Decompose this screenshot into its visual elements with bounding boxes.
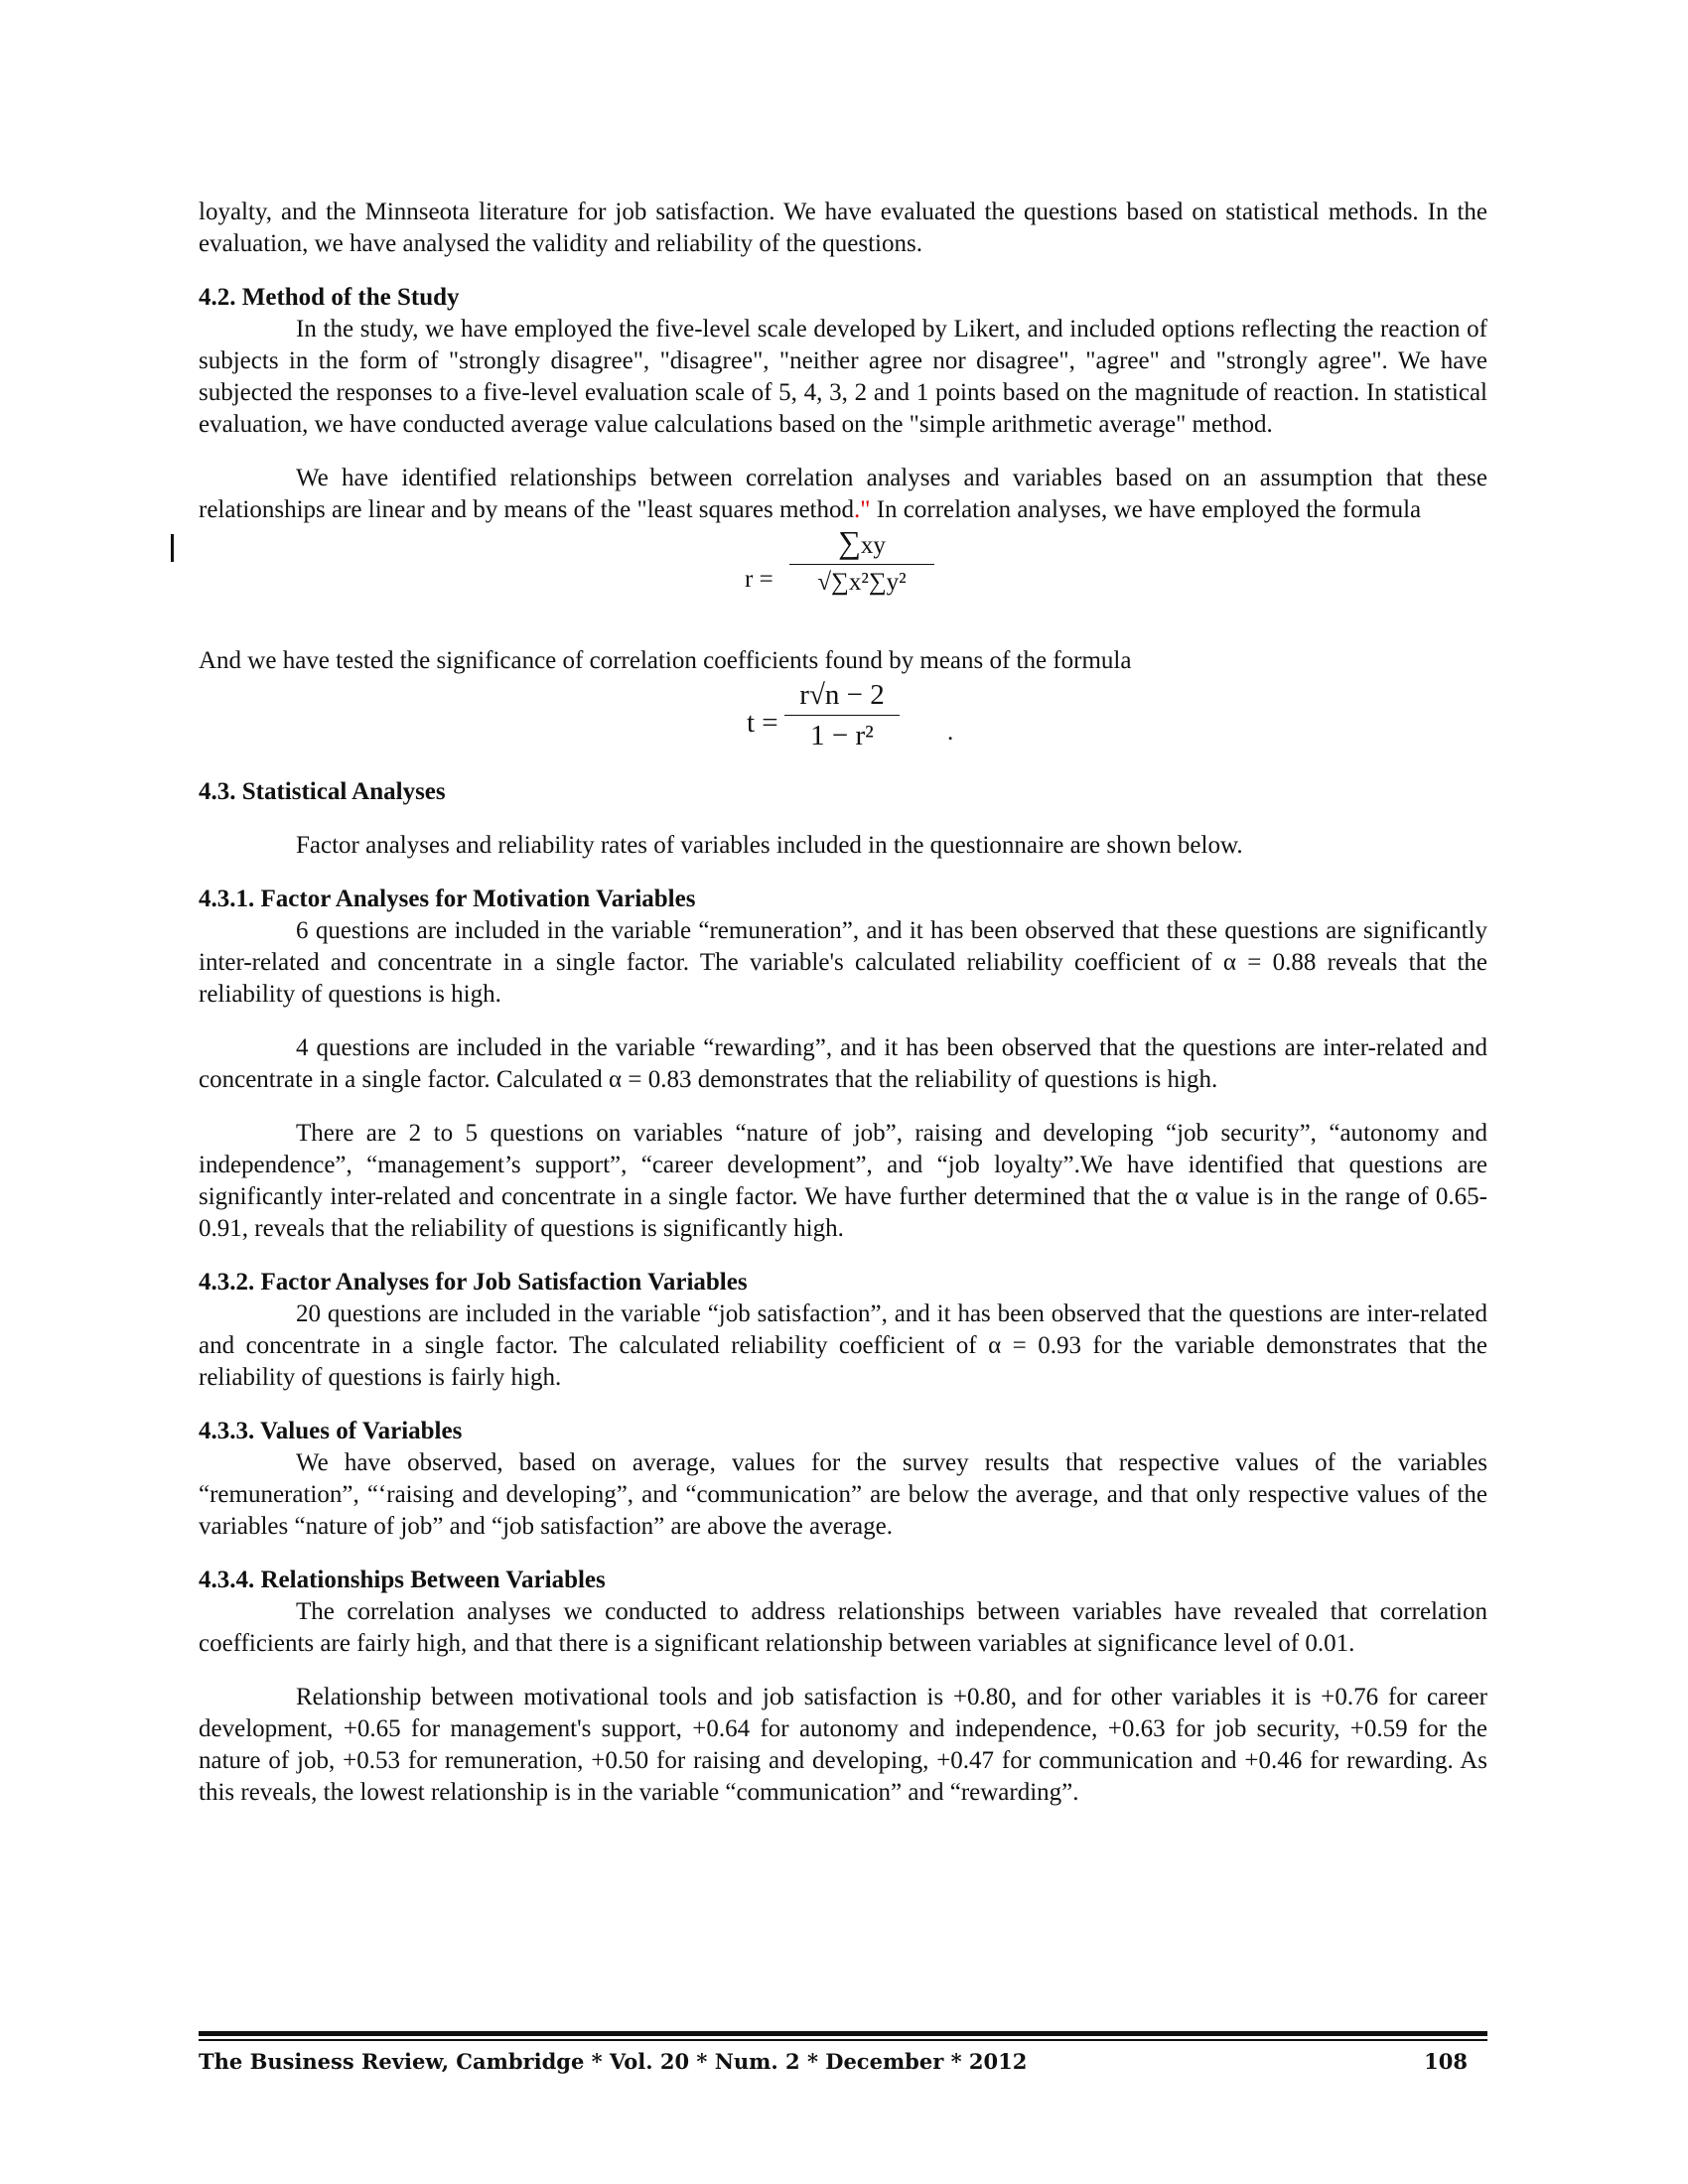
footer-row — [199, 2049, 1487, 2074]
correlation-text-b: In correlation analyses, we have employed the formula — [870, 496, 1422, 523]
method-paragraph: In the study, we have employed the five-level scale developed by Likert, and included options reflecting the reaction of subjects in the form of "strongly disagree", "disagree", "neither agree nor disagree", "agree" and "strongly agree". We have subjected the responses to a five-level evaluation scale of 5, 4, 3, 2 and 1 points based on the magnitude of reaction. In statistical evaluation, we have conducted average value calculations based on the "simple arithmetic average" method. — [199, 316, 1487, 438]
footer-rule-thick — [199, 2031, 1487, 2036]
remuneration-paragraph: 6 questions are included in the variable “remuneration”, and it has been observed that these questions are significantly inter-related and concentrate in a single factor. The variable's calculated reliability coefficient of α = 0.88 reveals that the reliability of questions is high. — [199, 917, 1487, 1008]
formula-t-test — [199, 677, 1487, 776]
relationships-paragraph: The correlation analyses we conducted to address relationships between variables have revealed that correlation coefficients are fairly high, and that there is a significant relationship between variables at significance level of 0.01. — [199, 1598, 1487, 1657]
formula-correlation-fraction — [789, 526, 934, 599]
section-heading-4-3: 4.3. Statistical Analyses — [199, 778, 446, 805]
page-number: 108 — [1424, 2048, 1468, 2074]
formula-correlation-lhs: r = — [745, 566, 774, 593]
page-footer — [199, 2031, 1487, 2074]
formula-correlation — [199, 526, 1487, 645]
section-heading-4-2: 4.2. Method of the Study — [199, 284, 460, 311]
formula-t-lhs: t = — [747, 707, 778, 739]
job-satisfaction-paragraph: 20 questions are included in the variable “job satisfaction”, and it has been observed that the questions are inter-related and concentrate in a single factor. The calculated reliability coefficient of α = 0.93 for the variable demonstrates that the reliability of questions is fairly high. — [199, 1300, 1487, 1391]
formula-trailing-dot: . — [947, 719, 954, 746]
footer-rule-thin — [199, 2039, 1487, 2041]
section-heading-4-3-2: 4.3.2. Factor Analyses for Job Satisfaction Variables — [199, 1269, 748, 1296]
fraction-bar — [784, 715, 900, 716]
fraction-bar — [789, 564, 934, 565]
significance-paragraph: And we have tested the significance of correlation coefficients found by means of the formula — [199, 647, 1132, 674]
sum-symbol: ∑ — [838, 524, 861, 560]
correlation-text-a: We have identified relationships between correlation analyses and variables based on an assumption that these relationships are linear and by means of the "least squares method — [199, 465, 1487, 523]
intro-paragraph: loyalty, and the Minnseota literature for job satisfaction. We have evaluated the questions based on statistical methods. In the evaluation, we have analysed the validity and reliability of the questions. — [199, 199, 1487, 257]
formula-correlation-numerator — [789, 526, 934, 562]
section-heading-4-3-3: 4.3.3. Values of Variables — [199, 1418, 463, 1444]
analyses-intro-paragraph: Factor analyses and reliability rates of variables included in the questionnaire are shown below. — [296, 832, 1243, 859]
page-body — [199, 197, 1487, 1809]
numerator-text: xy — [860, 532, 886, 559]
correlation-paragraph — [199, 463, 1487, 526]
coefficients-paragraph: Relationship between motivational tools and job satisfaction is +0.80, and for other variables it is +0.76 for career development, +0.65 for management's support, +0.64 for autonomy and independence, +0.63 for job security, +0.59 for the nature of job, +0.53 for remuneration, +0.50 for raising and developing, +0.47 for communication and +0.46 for rewarding. As this reveals, the lowest relationship is in the variable “communication” and “rewarding”. — [199, 1684, 1487, 1806]
rewarding-paragraph: 4 questions are included in the variable “rewarding”, and it has been observed that the questions are inter-related and concentrate in a single factor. Calculated α = 0.83 demonstrates that the reliability of questions is high. — [199, 1034, 1487, 1093]
other-variables-paragraph: There are 2 to 5 questions on variables “nature of job”, raising and developing “job security”, “autonomy and independence”, “management’s support”, “career development”, and “job loyalty”.We have identified that questions are significantly inter-related and concentrate in a single factor. We have further determined that the α value is in the range of 0.65-0.91, reveals that the reliability of questions is significantly high. — [199, 1120, 1487, 1242]
revision-mark: ." — [854, 496, 871, 523]
formula-t-numerator: r√n − 2 — [799, 679, 885, 711]
section-heading-4-3-1: 4.3.1. Factor Analyses for Motivation Variables — [199, 886, 696, 912]
change-bar — [171, 534, 174, 562]
formula-t-fraction — [784, 677, 900, 753]
formula-correlation-denominator: √∑x²∑y² — [817, 569, 907, 596]
values-paragraph: We have observed, based on average, values for the survey results that respective values of the variables “remuneration”, “‘raising and developing”, and “communication” are below the average, and that only respective values of the variables “nature of job” and “job satisfaction” are above the average. — [199, 1449, 1487, 1540]
section-heading-4-3-4: 4.3.4. Relationships Between Variables — [199, 1567, 606, 1593]
formula-t-denominator: 1 − r² — [810, 720, 874, 751]
journal-citation: The Business Review, Cambridge * Vol. 20 * Num. 2 * December * 2012 — [199, 2048, 1028, 2074]
